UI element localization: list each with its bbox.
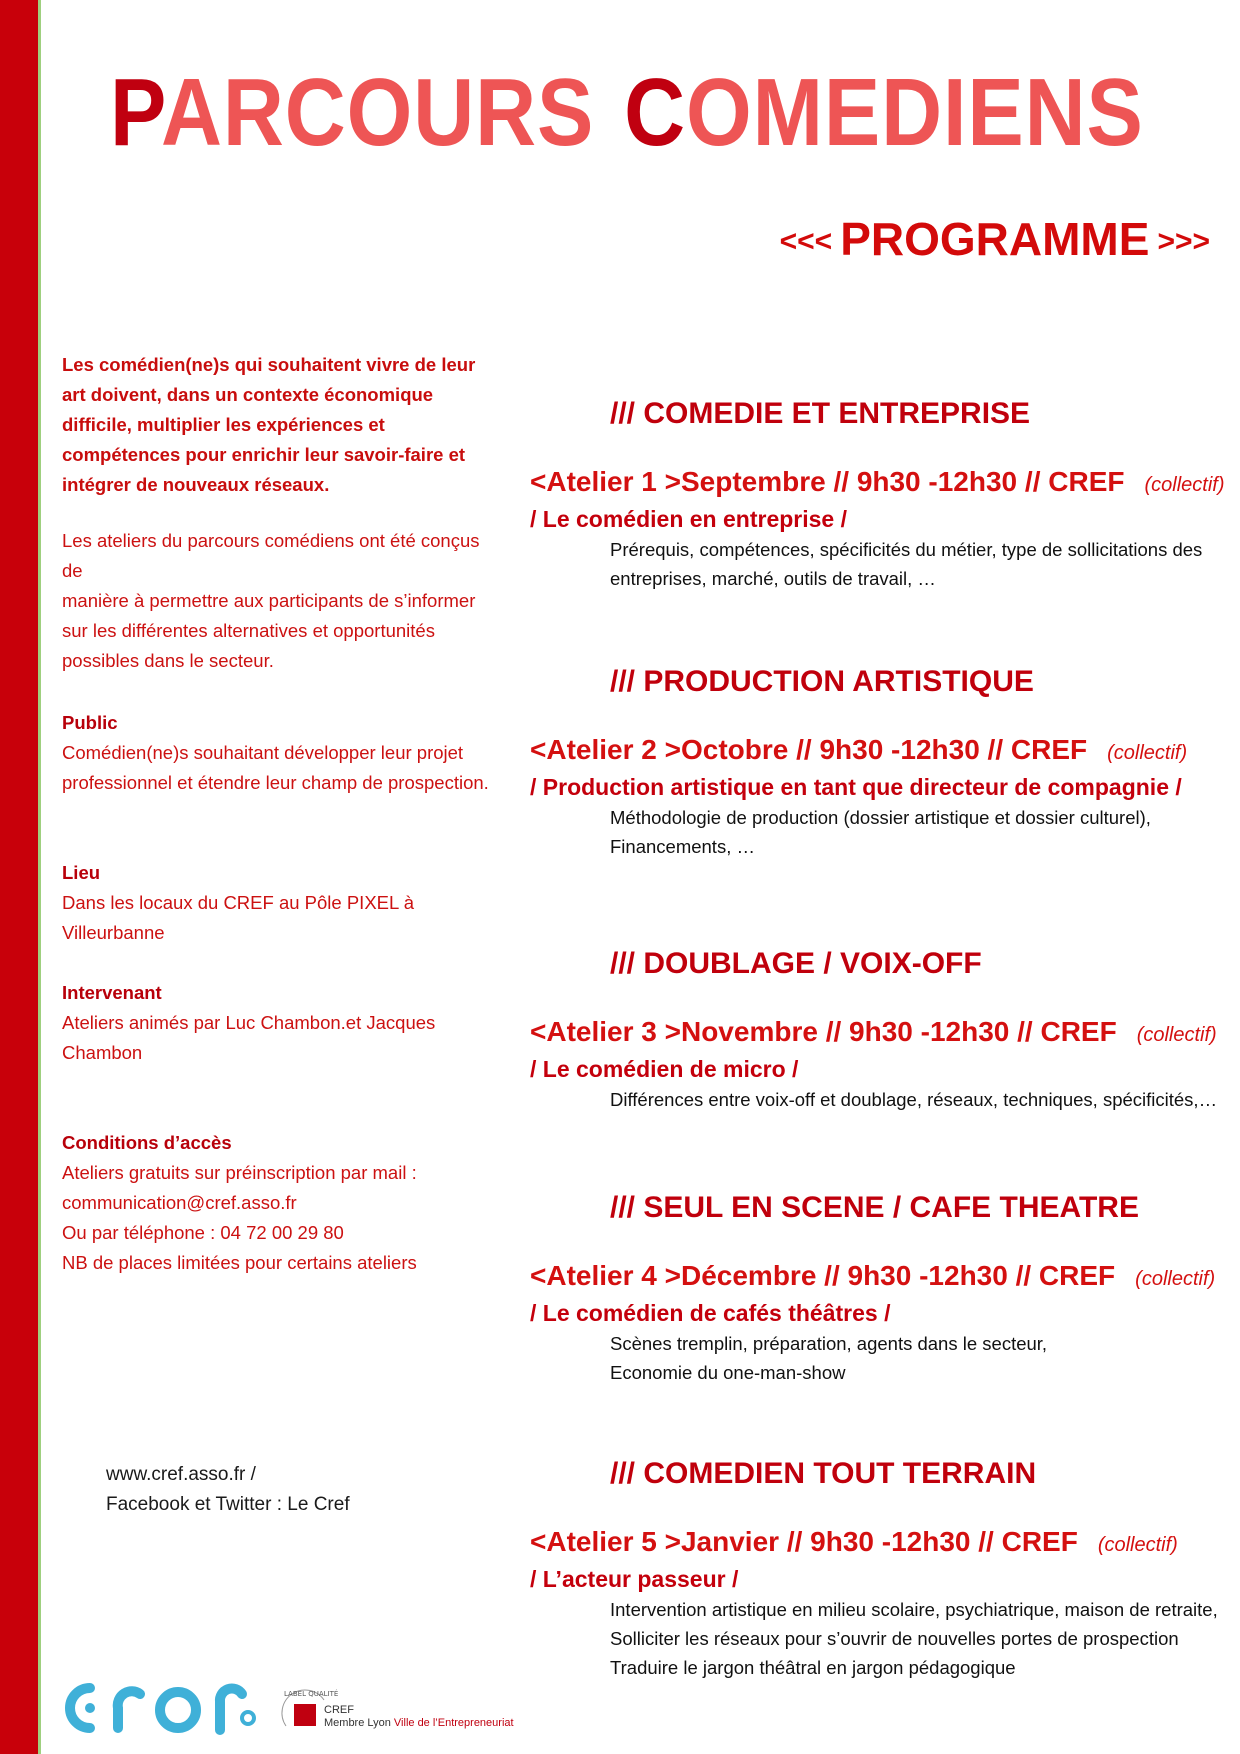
conditions-phone: Ou par téléphone : 04 72 00 29 80 bbox=[62, 1222, 344, 1243]
logo-ring bbox=[242, 1712, 254, 1724]
section-comedien-tout-terrain bbox=[530, 1454, 1230, 1682]
atelier-mode: (collectif) bbox=[1107, 742, 1188, 764]
label-qualite-text: LABEL QUALITÉ bbox=[284, 1690, 339, 1698]
programme-word: PROGRAMME bbox=[840, 213, 1150, 265]
footer-links bbox=[106, 1460, 350, 1520]
logo-letter-f bbox=[220, 1688, 242, 1730]
description-line: Intervention artistique en milieu scolaire, psychiatrique, maison de retraite, bbox=[610, 1599, 1218, 1620]
logo-letter-r bbox=[118, 1691, 140, 1728]
programme-right-arrows: >>> bbox=[1157, 225, 1210, 258]
atelier-line bbox=[530, 464, 1230, 503]
description-line: Traduire le jargon théâtral en jargon pédagogique bbox=[610, 1657, 1016, 1678]
atelier-schedule: <Atelier 1 >Septembre // 9h30 -12h30 // CREF bbox=[530, 466, 1125, 497]
partner-caption bbox=[324, 1704, 514, 1730]
title-initial-c: C bbox=[624, 59, 687, 166]
intro-bold-paragraph bbox=[62, 350, 492, 500]
conditions-heading: Conditions d’accès bbox=[62, 1132, 232, 1153]
intro-bold-line: Les comédien(ne)s qui souhaitent vivre de leur bbox=[62, 354, 476, 375]
section-doublage-voix-off bbox=[530, 944, 1230, 1114]
intro-line: possibles dans le secteur. bbox=[62, 650, 274, 671]
lieu-block bbox=[62, 858, 492, 948]
section-title: /// COMEDIE ET ENTREPRISE bbox=[610, 397, 1031, 430]
title-rest-omediens: OMEDIENS bbox=[686, 59, 1144, 166]
description-line: Economie du one-man-show bbox=[610, 1362, 846, 1383]
atelier-description bbox=[610, 535, 1230, 593]
atelier-mode: (collectif) bbox=[1136, 1024, 1217, 1046]
atelier-line bbox=[530, 1258, 1230, 1297]
left-sidebar-bar bbox=[0, 0, 38, 1754]
section-title: /// PRODUCTION ARTISTIQUE bbox=[610, 665, 1034, 698]
lieu-line: Dans les locaux du CREF au Pôle PIXEL à Villeurbanne bbox=[62, 892, 415, 943]
atelier-schedule: <Atelier 2 >Octobre // 9h30 -12h30 // CREF bbox=[530, 734, 1088, 765]
intro-line: Les ateliers du parcours comédiens ont été conçus de bbox=[62, 530, 480, 581]
partner-lyon: Lyon bbox=[367, 1717, 391, 1729]
description-line: entreprises, marché, outils de travail, … bbox=[610, 568, 936, 589]
conditions-line: NB de places limitées pour certains ateliers bbox=[62, 1252, 417, 1273]
intro-line: manière à permettre aux participants de s’informer bbox=[62, 590, 476, 611]
atelier-line bbox=[530, 1524, 1230, 1563]
social-links: Facebook et Twitter : Le Cref bbox=[106, 1494, 350, 1515]
public-heading: Public bbox=[62, 712, 118, 733]
section-comedie-entreprise bbox=[530, 394, 1230, 593]
intro-bold-line: art doivent, dans un contexte économique bbox=[62, 384, 434, 405]
title-rest-arcours: ARCOURS bbox=[160, 59, 595, 166]
description-line: Méthodologie de production (dossier artistique et dossier culturel), bbox=[610, 807, 1151, 828]
atelier-line bbox=[530, 1014, 1230, 1053]
atelier-mode: (collectif) bbox=[1144, 474, 1225, 496]
section-title: /// SEUL EN SCENE / CAFE THEATRE bbox=[610, 1191, 1139, 1224]
intro-bold-line: compétences pour enrichir leur savoir-faire et bbox=[62, 444, 466, 465]
programme-heading bbox=[780, 212, 1210, 266]
intervenant-block bbox=[62, 978, 492, 1068]
website-link[interactable]: www.cref.asso.fr / bbox=[106, 1464, 256, 1485]
description-line: Solliciter les réseaux pour s’ouvrir de nouvelles portes de prospection bbox=[610, 1628, 1179, 1649]
atelier-subtitle: / Le comédien de cafés théâtres / bbox=[530, 1300, 891, 1326]
section-production-artistique bbox=[530, 662, 1230, 861]
description-line: Différences entre voix-off et doublage, réseaux, techniques, spécificités,… bbox=[610, 1089, 1218, 1110]
page-title bbox=[110, 58, 1144, 168]
label-red-square bbox=[294, 1704, 316, 1726]
section-seul-en-scene bbox=[530, 1188, 1230, 1387]
public-block bbox=[62, 708, 492, 798]
intervenant-line: Ateliers animés par Luc Chambon.et Jacques bbox=[62, 1012, 436, 1033]
section-title: /// COMEDIEN TOUT TERRAIN bbox=[610, 1457, 1037, 1490]
title-initial-p: P bbox=[110, 59, 161, 166]
lieu-heading: Lieu bbox=[62, 862, 101, 883]
sidebar-green-edge bbox=[38, 0, 41, 1754]
atelier-subtitle: / Le comédien en entreprise / bbox=[530, 506, 847, 532]
conditions-line: Ateliers gratuits sur préinscription par mail : bbox=[62, 1162, 417, 1183]
atelier-description bbox=[610, 1595, 1230, 1682]
programme-left-arrows: <<< bbox=[779, 225, 833, 258]
partner-membre: Membre bbox=[324, 1717, 365, 1729]
partner-line bbox=[324, 1717, 514, 1730]
atelier-subtitle: / Le comédien de micro / bbox=[530, 1056, 799, 1082]
intro-paragraph bbox=[62, 526, 492, 676]
public-line: Comédien(ne)s souhaitant développer leur projet bbox=[62, 742, 464, 763]
atelier-subtitle: / Production artistique en tant que directeur de compagnie / bbox=[530, 774, 1182, 800]
atelier-schedule: <Atelier 5 >Janvier // 9h30 -12h30 // CREF bbox=[530, 1526, 1078, 1557]
logo-e-bar bbox=[166, 1707, 190, 1713]
public-line: professionnel et étendre leur champ de prospection. bbox=[62, 772, 489, 793]
logo-dot bbox=[85, 1703, 95, 1713]
atelier-description bbox=[610, 1085, 1230, 1114]
intro-bold-line: difficile, multiplier les expériences et bbox=[62, 414, 385, 435]
atelier-description bbox=[610, 1329, 1230, 1387]
intro-line: sur les différentes alternatives et opportunités bbox=[62, 620, 435, 641]
description-line: Scènes tremplin, préparation, agents dans le secteur, bbox=[610, 1333, 1048, 1354]
partner-ville: Ville de l’Entrepreneuriat bbox=[393, 1717, 514, 1729]
atelier-mode: (collectif) bbox=[1135, 1268, 1216, 1290]
intro-bold-line: intégrer de nouveaux réseaux. bbox=[62, 474, 330, 495]
description-line: Prérequis, compétences, spécificités du métier, type de sollicitations des bbox=[610, 539, 1203, 560]
atelier-mode: (collectif) bbox=[1097, 1534, 1178, 1556]
atelier-line bbox=[530, 732, 1230, 771]
section-title: /// DOUBLAGE / VOIX-OFF bbox=[610, 947, 982, 980]
conditions-block bbox=[62, 1128, 492, 1278]
cref-logo bbox=[60, 1680, 260, 1736]
conditions-email[interactable]: communication@cref.asso.fr bbox=[62, 1192, 297, 1213]
partner-cref: CREF bbox=[324, 1704, 354, 1716]
atelier-subtitle: / L’acteur passeur / bbox=[530, 1566, 739, 1592]
atelier-schedule: <Atelier 3 >Novembre // 9h30 -12h30 // CREF bbox=[530, 1016, 1117, 1047]
atelier-schedule: <Atelier 4 >Décembre // 9h30 -12h30 // CREF bbox=[530, 1260, 1116, 1291]
description-line: Financements, … bbox=[610, 836, 755, 857]
intervenant-line: Chambon bbox=[62, 1042, 143, 1063]
intervenant-heading: Intervenant bbox=[62, 982, 162, 1003]
atelier-description bbox=[610, 803, 1230, 861]
